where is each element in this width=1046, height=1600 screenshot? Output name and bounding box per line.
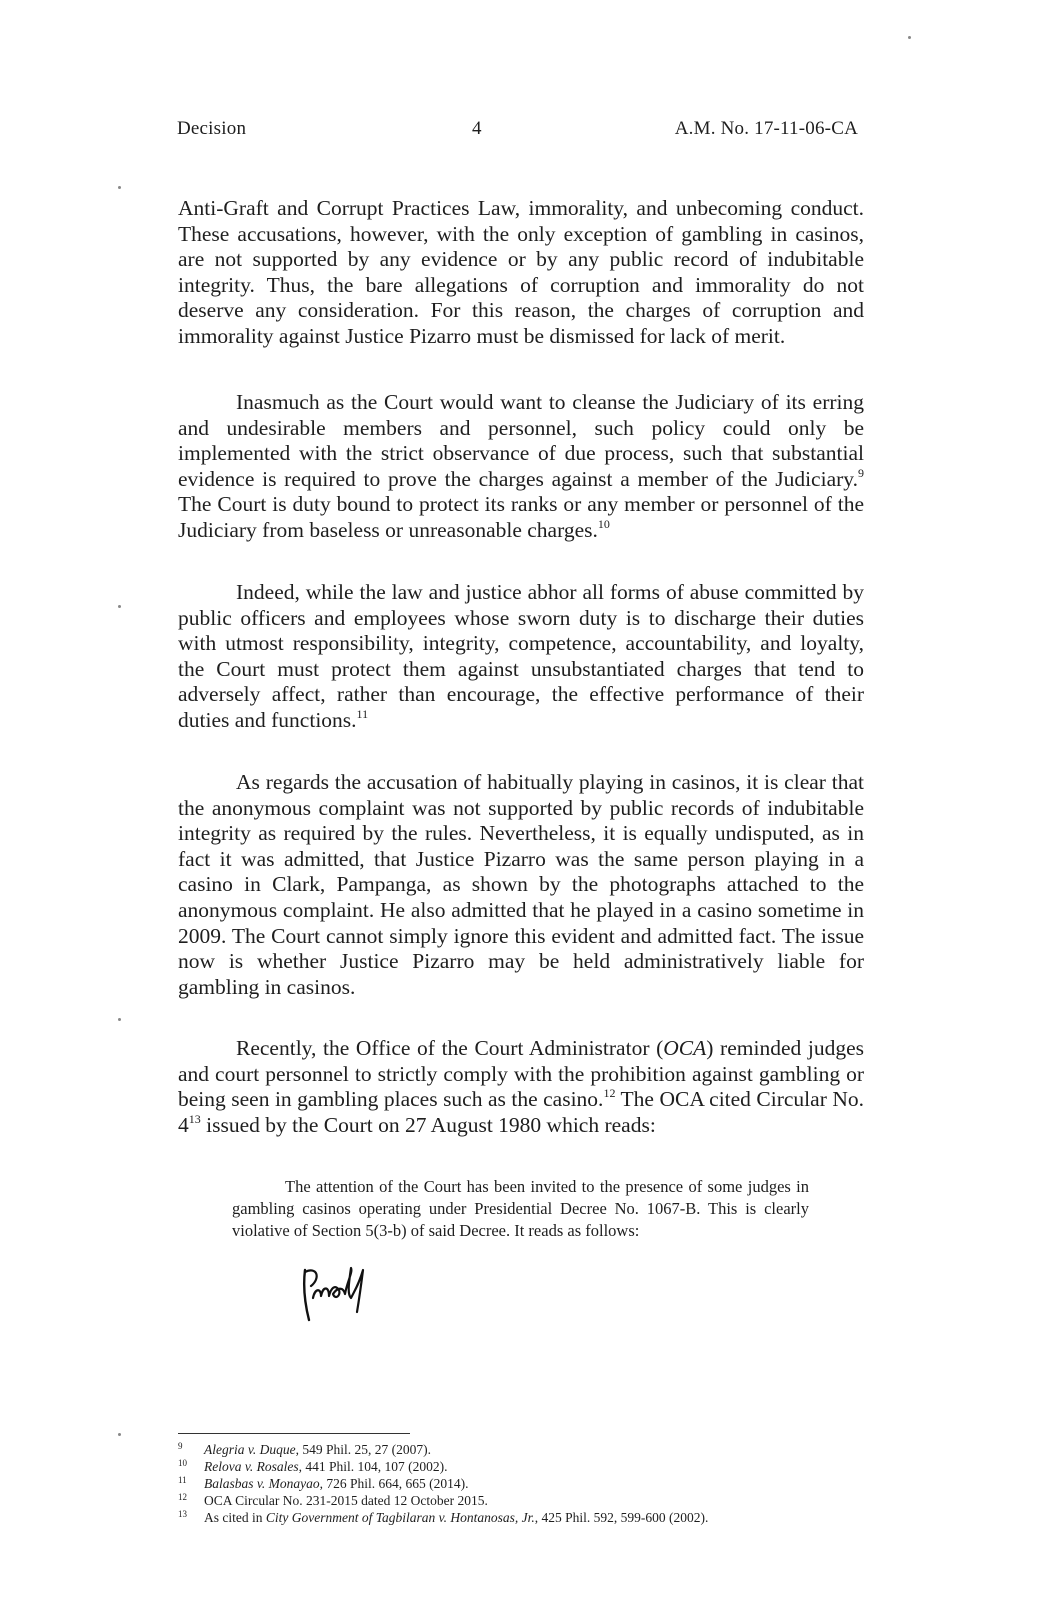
footnote-divider xyxy=(178,1433,410,1434)
footnote-case-name: Alegria v. Duque xyxy=(204,1442,296,1457)
paragraph-2-text: Inasmuch as the Court would want to cleanse the Judiciary of its erring and undesirable members and personnel, such policy could only be implemented with the strict observance of due process, such that substantial evidence is required to prove the charges against a member of the Judiciary. xyxy=(178,390,864,491)
footnote-9: 9 Alegria v. Duque, 549 Phil. 25, 27 (2007). xyxy=(178,1441,431,1457)
running-header-title: Decision xyxy=(177,118,247,139)
block-quote xyxy=(232,1176,809,1242)
paragraph-4-text: As regards the accusation of habitually playing in casinos, it is clear that the anonymous complaint was not supported by public records of indubitable integrity as required by the rules. Nevertheless, it is equally undisputed, as in fact it was admitted, that Justice Pizarro was the same person playing in a casino in Clark, Pampanga, as shown by the photographs attached to the anonymous complaint. He also admitted that he played in a casino sometime in 2009. The Court cannot simply ignore this evident and admitted fact. The issue now is whether Justice Pizarro may be held administratively liable for gambling in casinos. xyxy=(178,770,864,999)
footnote-case-name: City Government of Tagbilaran v. Hontanosas, Jr. xyxy=(265,1510,535,1525)
footnote-13: 13 As cited in City Government of Tagbilaran v. Hontanosas, Jr., 425 Phil. 592, 599-600 (2002). xyxy=(178,1509,709,1525)
paragraph-1-text: Anti-Graft and Corrupt Practices Law, immorality, and unbecoming conduct. These accusations, however, with the only exception of gambling in casinos, are not supported by any evidence or by any public record of indubitable integrity. Thus, the bare allegations of corruption and immorality do not deserve any consideration. For this reason, the charges of corruption and immorality against Justice Pizarro must be dismissed for lack of merit. xyxy=(178,196,864,348)
footnote-citation: , 441 Phil. 104, 107 (2002). xyxy=(298,1459,448,1474)
footnote-ref: 12 xyxy=(603,1086,616,1101)
scan-speck xyxy=(118,605,121,608)
paragraph-1 xyxy=(178,196,864,350)
paragraph-5-text-cont-2: The OCA cited Circular No. 4 xyxy=(178,1087,865,1137)
scan-speck xyxy=(118,1018,121,1021)
footnote-citation-prefix: As cited in xyxy=(204,1510,266,1525)
scan-speck xyxy=(908,36,911,39)
scan-speck xyxy=(118,186,121,189)
paragraph-5-text-cont: ) reminded judges and court personnel to strictly comply with the prohibition against gambling or being seen in gambling places such as the casino. xyxy=(178,1036,864,1112)
paragraph-2 xyxy=(178,390,864,544)
handwritten-initial-signature xyxy=(299,1264,371,1324)
footnote-citation: OCA Circular No. 231-2015 dated 12 October 2015. xyxy=(204,1493,488,1508)
footnote-citation: , 549 Phil. 25, 27 (2007). xyxy=(295,1442,431,1457)
oca-abbrev: OCA xyxy=(663,1036,707,1060)
paragraph-3 xyxy=(178,580,864,734)
paragraph-3-text: Indeed, while the law and justice abhor all forms of abuse committed by public officers and employees whose sworn duty is to discharge their duties with utmost responsibility, integrity, competence, accountability, and loyalty, the Court must protect them against unsubstantiated charges that tend to adversely affect, rather than encourage, the effective performance of their duties and functions. xyxy=(178,580,864,732)
block-quote-text: The attention of the Court has been invited to the presence of some judges in gambling casinos operating under Presidential Decree No. 1067-B. This is clearly violative of Section 5(3-b) of said Decree. It reads as follows: xyxy=(232,1177,809,1240)
footnote-case-name: Balasbas v. Monayao xyxy=(204,1476,320,1491)
footnote-ref: 13 xyxy=(188,1111,201,1126)
footnote-ref: 10 xyxy=(597,516,610,531)
paragraph-2-text-cont: The Court is duty bound to protect its ranks or any member or personnel of the Judiciary from baseless or unreasonable charges. xyxy=(178,492,864,542)
footnote-citation: , 425 Phil. 592, 599-600 (2002). xyxy=(534,1510,709,1525)
footnote-case-name: Relova v. Rosales xyxy=(204,1459,299,1474)
footnote-ref: 11 xyxy=(356,706,369,721)
footnote-12: 12 OCA Circular No. 231-2015 dated 12 October 2015. xyxy=(178,1492,488,1508)
paragraph-5-text-cont-3: issued by the Court on 27 August 1980 which reads: xyxy=(200,1112,656,1137)
paragraph-5-text: Recently, the Office of the Court Administrator ( xyxy=(236,1036,664,1060)
scan-speck xyxy=(118,1433,121,1436)
footnote-10: 10 Relova v. Rosales, 441 Phil. 104, 107 (2002). xyxy=(178,1458,448,1474)
case-number: A.M. No. 17-11-06-CA xyxy=(674,118,858,139)
footnote-11: 11 Balasbas v. Monayao, 726 Phil. 664, 665 (2014). xyxy=(178,1475,469,1491)
paragraph-5 xyxy=(178,1036,864,1138)
footnote-citation: , 726 Phil. 664, 665 (2014). xyxy=(319,1476,469,1491)
footnote-ref: 9 xyxy=(858,465,864,480)
page-number: 4 xyxy=(472,118,482,139)
paragraph-4 xyxy=(178,770,864,1000)
